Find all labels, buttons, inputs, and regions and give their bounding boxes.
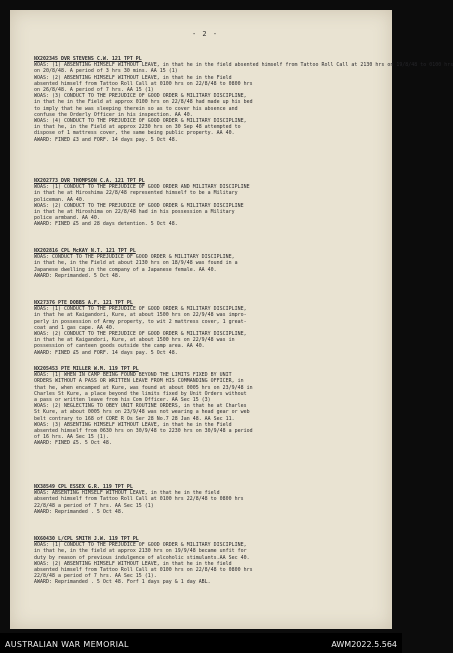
record-line: WOAS: (1) WHEN IN CAMP BEING FOUND BEYOND THE LIMITS FIXED BY UNIT bbox=[34, 372, 232, 379]
record-line: WOAS: (1) CONDUCT TO THE PREJUDICE OF GOOD ORDER & MILITARY DISCIPLINE, bbox=[34, 542, 247, 549]
archive-footer bbox=[0, 633, 402, 653]
record-header: NX205453 PTE MILLER W.M. 119 TPT PL bbox=[34, 366, 139, 372]
record-line: in that he at Hiroshima 22/8/48 represented himself to be a Military bbox=[34, 190, 238, 197]
record-line: perly in possession of Army property, to wit 2 mattress cover, 1 great- bbox=[34, 318, 247, 325]
record-line: of 16 hrs. AA Sec 15 (1). bbox=[34, 434, 109, 441]
record-line: in that he at Hiroshima on 22/8/48 had in his possession a Military bbox=[34, 209, 235, 216]
record-line: in that he, in the Field at about 2130 hrs on 18/9/48 was found in a bbox=[34, 260, 238, 267]
record-award: AWARD: Reprimanded . 5 Oct 48. bbox=[34, 508, 124, 515]
record-line: possession of canteen goods outside the camp area. AA 40. bbox=[34, 343, 205, 350]
record-line: absented himself from Tattoo Roll Call at 0100 hrs on 22/8/48 to 0800 hrs bbox=[34, 567, 253, 574]
record-entry bbox=[34, 536, 376, 586]
record-header: NX38549 CPL ESSEX G.R. 119 TPT PL bbox=[34, 484, 133, 490]
record-header: NX202345 DVR STEVENS C.W. 121 TPT PL bbox=[34, 56, 142, 62]
record-line: WOAS: (2) CONDUCT TO THE PREJUDICE OF GOOD ORDER & MILITARY DISCIPLINE bbox=[34, 202, 244, 209]
record-line: WOAS: CONDUCT TO THE PREJUDICE OF GOOD ORDER & MILITARY DISCIPLINE, bbox=[34, 254, 235, 261]
record-header: NX60430 L/CPL SMITH J.W. 119 TPT PL bbox=[34, 536, 139, 542]
record-line: 22/8/48 a period of 7 hrs. AA Sec 15 (1) bbox=[34, 502, 154, 509]
record-entry bbox=[34, 248, 376, 279]
record-line: WOAS: (2) ABSENTING HIMSELF WITHOUT LEAVE, in that he in the Field bbox=[34, 74, 232, 81]
record-line: WOAS: (2) NEGLECTING TO OBEY UNIT ROUTINE ORDERS, in that he at Charles bbox=[34, 403, 247, 410]
document-page bbox=[10, 10, 453, 629]
record-line: to imply that he was sleeping therein so as to cover his absence and bbox=[34, 105, 238, 112]
record-line: WOAS: (1) CONDUCT TO THE PREJUDICE OF GOOD ORDER & MILITARY DISCIPLINE, bbox=[34, 306, 247, 313]
record-award: AWARD: Reprimanded . 5 Oct 48. Forf 1 days pay & 1 day ABL. bbox=[34, 579, 211, 586]
record-header: NX27376 PTE DOBBS A.F. 121 TPT PL bbox=[34, 300, 133, 306]
record-line: WOAS: ABSENTING HIMSELF WITHOUT LEAVE, in that he in the field bbox=[34, 490, 220, 497]
record-line: absented himself from Tattoo Roll Call at 0100 hrs 22/8/48 to 0800 hrs bbox=[34, 496, 244, 503]
record-entry bbox=[34, 300, 376, 356]
record-line: absented himself from Tattoo Roll Call at 0100 hrs on 22/8/48 to 0800 hrs bbox=[34, 80, 253, 87]
record-line: on 26/8/48. A period of 7 hrs. AA 15 (1) bbox=[34, 87, 154, 94]
record-line: police armband. AA 40. bbox=[34, 215, 100, 222]
record-line: on 20/8/48. A period of 3 hrs 30 mins. AA 15 (1) bbox=[34, 68, 178, 75]
record-line: WOAS: (4) CONDUCT TO THE PREJUDICE OF GOOD ORDER & MILITARY DISCIPLINE, bbox=[34, 118, 247, 125]
record-entry bbox=[34, 56, 453, 143]
record-line: in that he in the Field at approx 0100 hrs on 22/8/48 had made up his bed bbox=[34, 99, 253, 106]
record-line: in that he, in the Field at approx 2230 hrs on 30 Sep 48 attempted to bbox=[34, 124, 241, 131]
record-line: in that he at Kaigandori, Kure, at about 1500 hrs on 22/9/48 was impro- bbox=[34, 312, 247, 319]
record-award: AWARD: FINED £5. 5 Oct 48. bbox=[34, 440, 112, 447]
record-line: in that he at Kaigandori, Kure, at about 1500 hrs on 22/9/48 was in bbox=[34, 337, 235, 344]
record-line: ORDERS WITHOUT A PASS OR WRITTEN LEAVE FROM HIS COMMANDING OFFICER, in bbox=[34, 378, 244, 385]
record-line: Japanese dwelling in the company of a Japanese female. AA 40. bbox=[34, 266, 217, 273]
record-line: a pass or written leave from his Com Officer. AA Sec 15 (3) bbox=[34, 397, 211, 404]
record-line: belt contrary to 168 of CORE R Os Ser 28 No.7 28 Jan 48. AA Sec 11. bbox=[34, 415, 235, 422]
record-line: policeman. AA 40. bbox=[34, 196, 85, 203]
page-number: - 2 - bbox=[192, 30, 219, 38]
record-line: St Kure, at about 0005 hrs on 23/9/48 was not wearing a head gear or web bbox=[34, 409, 250, 416]
record-line: in that he, in the field at approx 2130 hrs on 19/9/48 became unfit for bbox=[34, 548, 247, 555]
record-line: WOAS: (2) CONDUCT TO THE PREJUDICE OF GOOD ORDER & MILITARY DISCIPLINE, bbox=[34, 331, 247, 338]
record-line: WOAS: (1) CONDUCT TO THE PREJUDICE OF GOOD ORDER AND MILITARY DISCIPLINE bbox=[34, 184, 250, 191]
record-award: AWARD: Reprimanded. 5 Oct 48. bbox=[34, 272, 121, 279]
record-line: WOAS: (1) ABSENTING HIMSELF WITHOUT LEAVE, in that he in the field absented himself from Tattoo Roll Call at 2130 hrs on 19/8/48 to 0100 hrs bbox=[34, 62, 453, 69]
record-line: confuse the Orderly Officer in his inspection. AA 40. bbox=[34, 111, 193, 118]
record-award: AWARD: FINED £3 and FORF. 14 days pay. 5 Oct 48. bbox=[34, 136, 178, 143]
record-line: Charles St Kure, a place beyond the limits fixed by Unit Orders without bbox=[34, 390, 247, 397]
record-line: dispose of 1 mattress cover, the same being public property. AA 40. bbox=[34, 130, 235, 137]
record-line: WOAS: (2) ABSENTING HIMSELF WITHOUT LEAVE, in that he in the field bbox=[34, 560, 232, 567]
record-header: NX202773 DVR THOMPSON C.A. 121 TPT PL bbox=[34, 178, 145, 184]
record-entry bbox=[34, 178, 376, 228]
record-line: duty by reason of previous indulgence of alcoholic stimulants.AA Sec 40. bbox=[34, 554, 250, 561]
record-award: AWARD: FINED £5 and FORF. 14 days pay. 5 Oct 48. bbox=[34, 349, 178, 356]
record-line: WOAS: (3) CONDUCT TO THE PREJUDICE OF GOOD ORDER & MILITARY DISCIPLINE, bbox=[34, 93, 247, 100]
archive-reference: AWM2022.5.564 bbox=[331, 640, 397, 649]
record-line: coat and 1 gas cape. AA 40. bbox=[34, 324, 115, 331]
record-line: absented himself from 0630 hrs on 30/9/48 to 2230 hrs on 30/9/48 a period bbox=[34, 428, 253, 435]
archive-name: AUSTRALIAN WAR MEMORIAL bbox=[5, 640, 129, 649]
record-entry bbox=[34, 366, 376, 447]
record-line: WOAS: (3) ABSENTING HIMSELF WITHOUT LEAVE, in that he in the Field bbox=[34, 421, 232, 428]
record-line: that he, when encamped at Kure, was found at about 0005 hrs on 23/9/48 in bbox=[34, 384, 253, 391]
record-award: AWARD: FINED £5 and 28 days detention. 5 Oct 48. bbox=[34, 221, 178, 228]
record-entry bbox=[34, 484, 376, 515]
record-header: NX202816 CPL McKAY N.T. 121 TPT PL bbox=[34, 248, 136, 254]
record-line: 22/8/48 a period of 7 hrs. AA Sec 15 (1). bbox=[34, 573, 157, 580]
